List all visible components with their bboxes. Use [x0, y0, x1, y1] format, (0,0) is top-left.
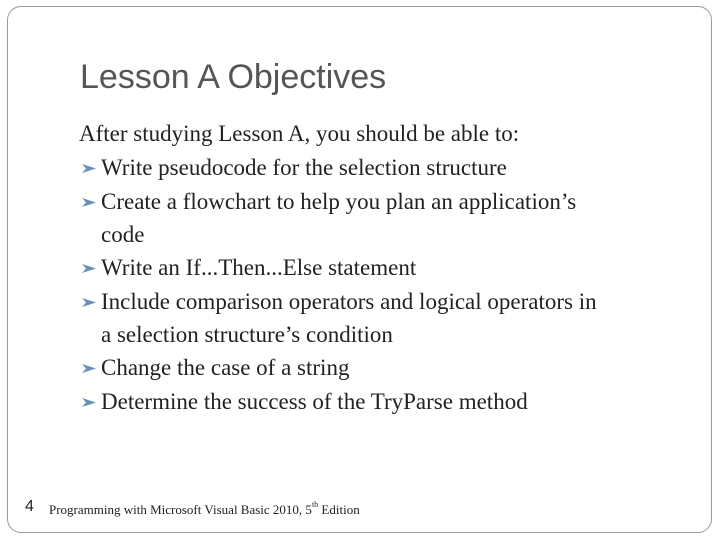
bullet-item	[79, 351, 679, 385]
bullet-item	[79, 285, 679, 351]
page-number: 4	[25, 498, 34, 515]
footer-text	[49, 502, 360, 518]
arrow-triangle-icon	[79, 351, 101, 385]
bullet-text: Write an If...Then...Else statement	[101, 255, 417, 280]
arrow-triangle-icon	[79, 251, 101, 285]
bullet-text: Create a flowchart to help you plan an application’s	[101, 189, 577, 214]
intro-text: After studying Lesson A, you should be able to:	[79, 121, 520, 146]
bullet-item	[79, 251, 679, 285]
bullet-item	[79, 185, 679, 251]
footer-text-main: Programming with Microsoft Visual Basic 2010, 5	[49, 502, 312, 517]
bullet-item	[79, 385, 679, 419]
footer-superscript: th	[311, 500, 319, 509]
footer-text-edition: Edition	[318, 502, 360, 517]
bullet-text: Include comparison operators and logical operators in	[101, 289, 597, 314]
arrow-triangle-icon	[79, 151, 101, 185]
arrow-triangle-icon	[79, 285, 101, 319]
bullet-text: Change the case of a string	[101, 355, 350, 380]
slide-body	[79, 117, 679, 419]
bullet-text: Determine the success of the TryParse method	[101, 389, 528, 414]
slide-title: Lesson A Objectives	[80, 58, 387, 96]
bullet-text-continued: code	[101, 222, 145, 247]
arrow-triangle-icon	[79, 385, 101, 419]
bullet-text: Write pseudocode for the selection structure	[101, 155, 507, 180]
bullet-text-continued: a selection structure’s condition	[101, 322, 393, 347]
bullet-item	[79, 151, 679, 185]
arrow-triangle-icon	[79, 185, 101, 219]
